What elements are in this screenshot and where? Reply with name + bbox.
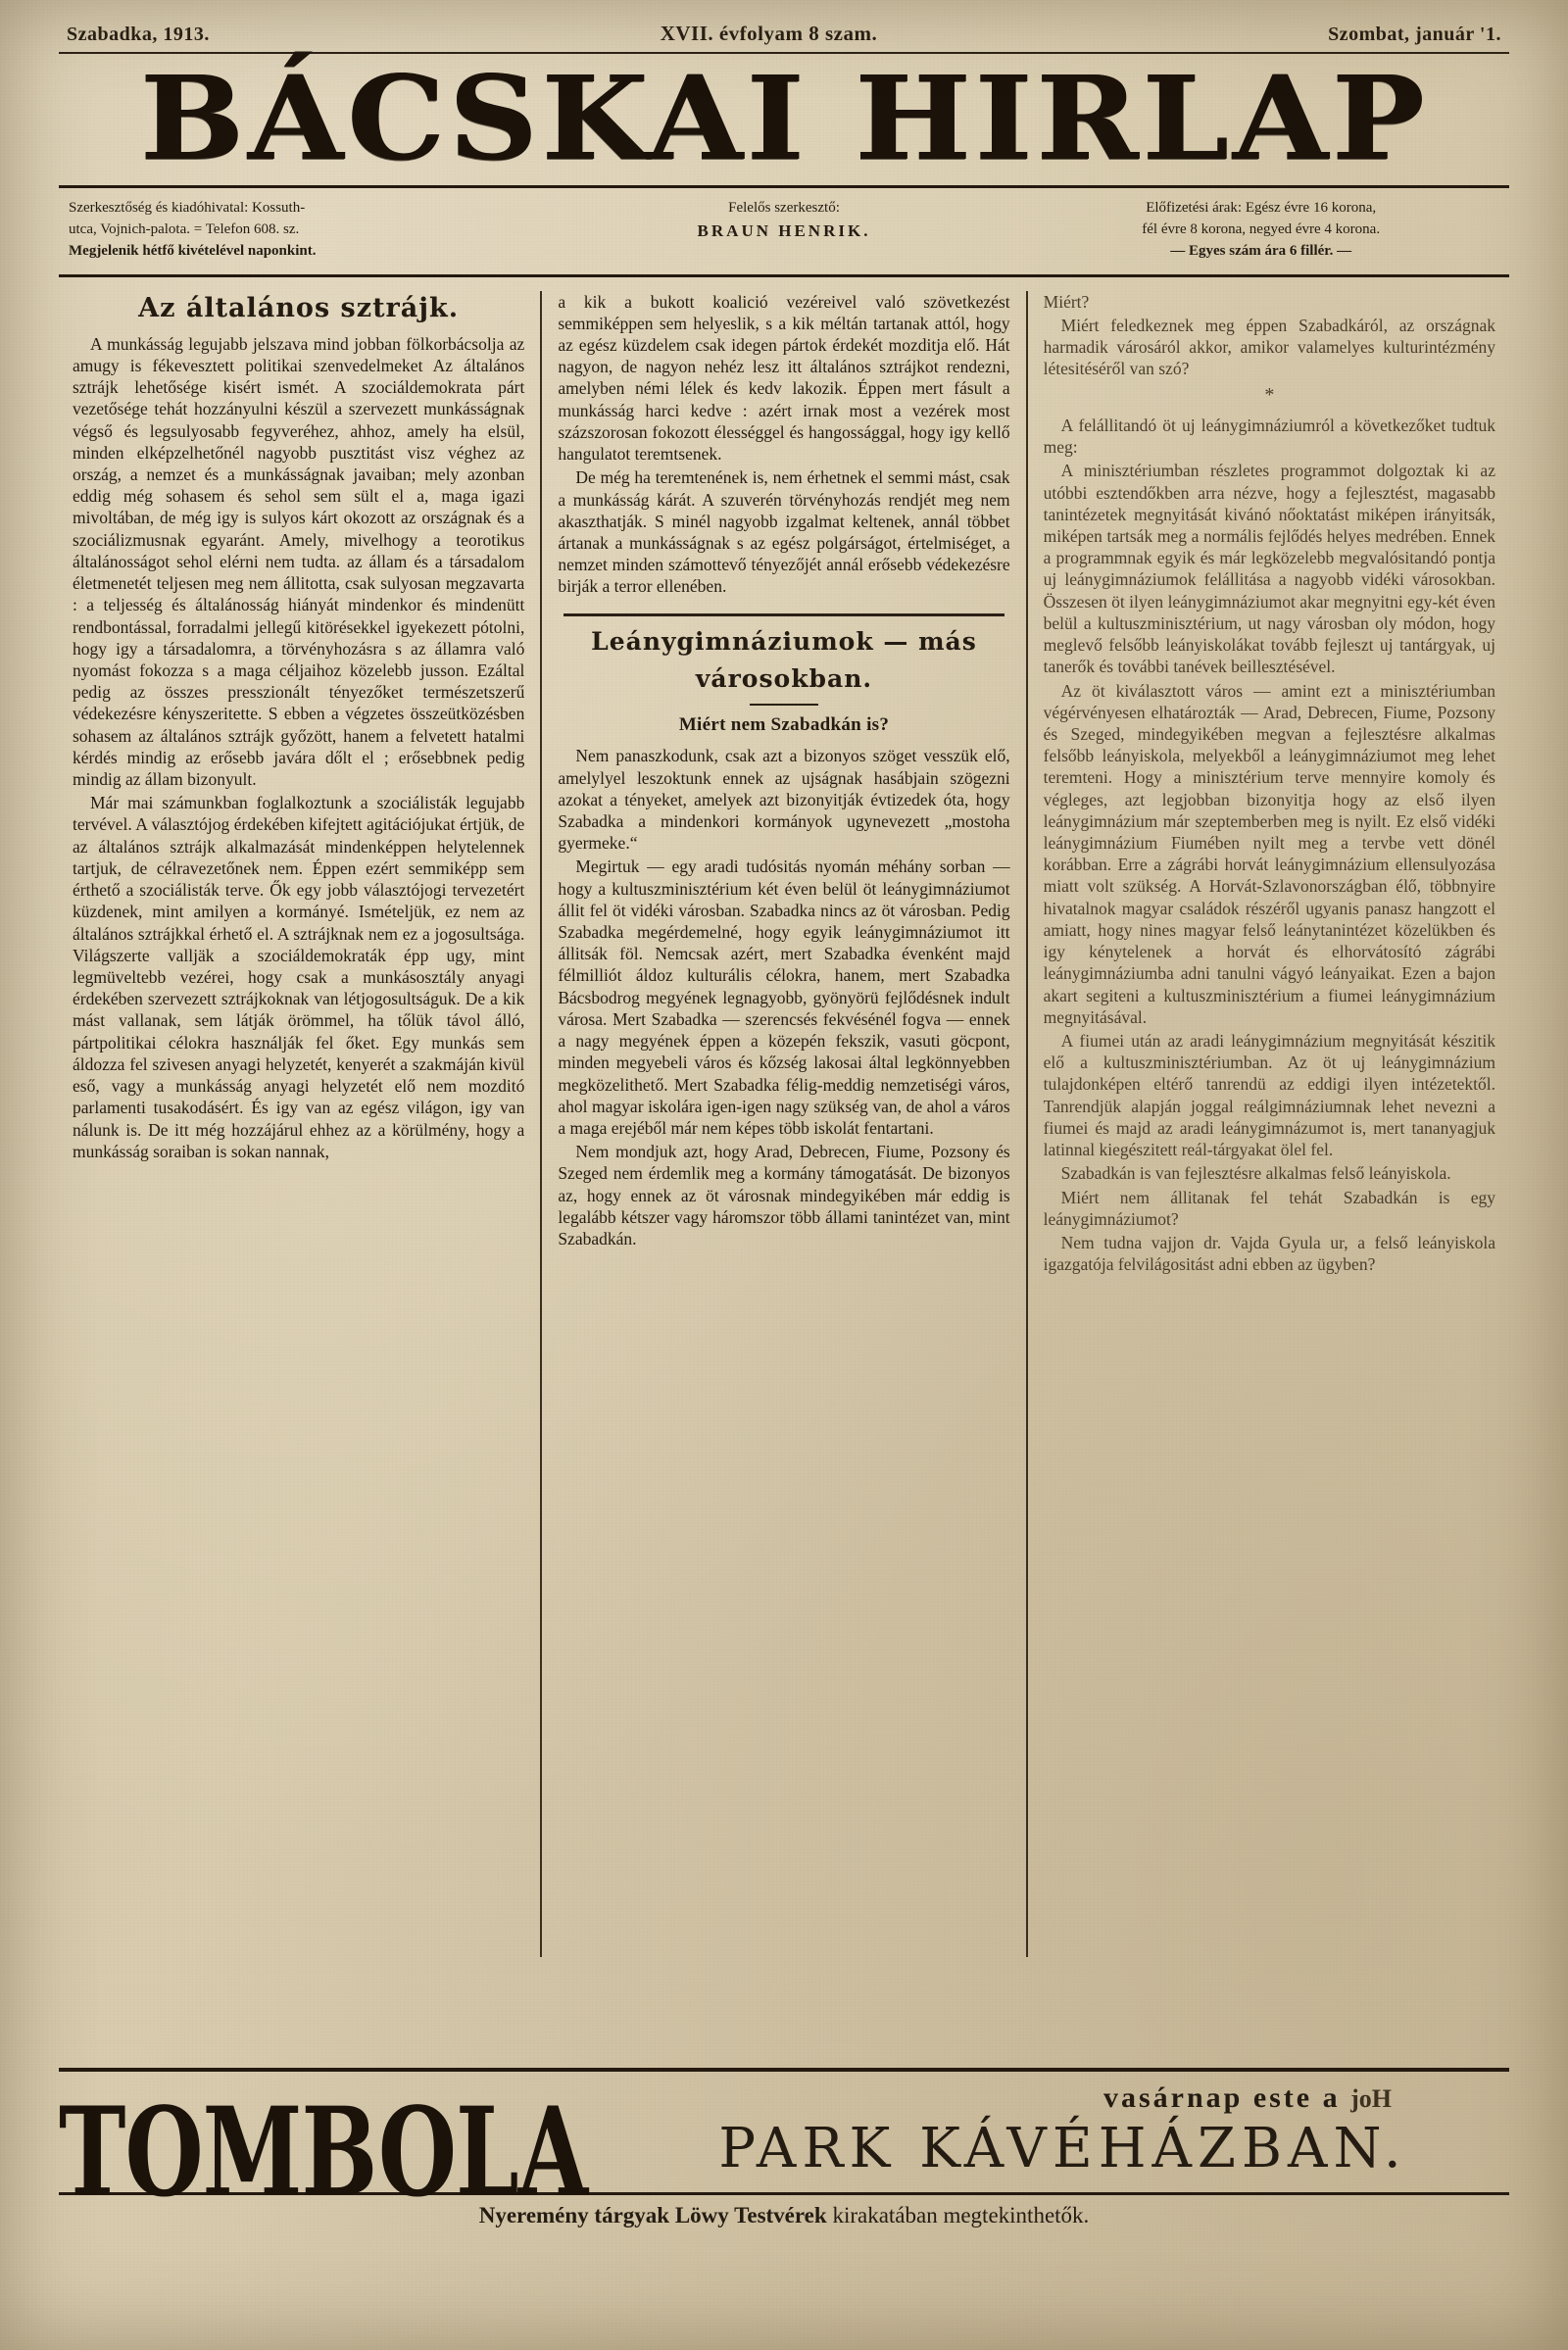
column-separator xyxy=(540,291,542,1957)
page-content xyxy=(59,22,1509,1957)
editor-name: BRAUN HENRIK. xyxy=(697,221,871,241)
paragraph: Nem panaszkodunk, csak azt a bizonyos szöget vesszük elő, amelylyel leszoktunk ennek az ujságnak hasábjain szögezni azokat a tényeket, amelyek azt bizonyitják évtizedek óta, hogy Szabadka a mindenkori kormányok ugynevezett „mostoha gyermeke.“ xyxy=(558,746,1010,854)
paragraph: Nem mondjuk azt, hogy Arad, Debrecen, Fiume, Pozsony és Szeged nem érdemlik meg a kormány támogatását. De bizonyos az, hogy ennek az öt városnak mindegyikében már eddig is legalább kétszer vagy háromszor több állami tanintézet van, mint Szabadkán. xyxy=(558,1142,1010,1249)
article-headline-girls-school-line2: városokban. xyxy=(695,664,873,694)
ad-handwritten-note: joH xyxy=(1350,2084,1392,2113)
subscription-line-2: fél évre 8 korona, negyed évre 4 korona. xyxy=(1142,221,1381,238)
paragraph: Az öt kiválasztott város — amint ezt a minisztériumban végérvényesen elhatározták — Arad, Debrecen, Fiume, Pozsony és Szeged, mindegyikében megvan a fejlesztésre alkalmas felsőbb leányiskola, melyekből a leánygimnáziumot meg lehet teremteni. Hogy a minisztérium terve mennyire komoly és végleges, azt legjobban bizonyitja hogy az első ilyen leánygimnázium már szeptemberben meg is nyilt. Ez első vidéki leánygimnázium Fiumében nyilt meg a tervbe vett dönél korábban. Erre a zágrábi horvát leánygimnázium ellensulyozása miatt volt szükség. A Horvát-Szlavonországban élő, többnyire hivatalnok magyar családok részéről ugyanis panasz hangzott el amiatt, hogy nines magyar felső leánytanintézet közelükben és igy kénytelenek a horvát és elhorvátosító zágrábi leánygimnáziumba adni tanulni vágyó leányaikat. Ezen a bajon akart segiteni a kultuszminisztérium a fiumei leánygimnázium megnyitásával. xyxy=(1043,680,1495,1027)
imprint-editor xyxy=(546,198,1023,262)
imprint-line-3: Megjelenik hétfő kivételével naponkint. xyxy=(69,242,317,259)
newspaper-title: BÁCSKAI HIRLAP xyxy=(139,50,1429,186)
paragraph: A munkásság legujabb jelszava mind jobban fölkorbácsolja az amugy is fékevesztett politikai szenvedelmeket Az általános sztrájk lehetősége kisért ismét. A szociáldemokrata párt vezetősége tehát hozzányulni készül a szervezett munkásságnak végső és legsulyosabb fegyveréhez, ahhoz, amely ha elsül, minden elképzelhetőnél nagyobb pusztitást visz véghez az ország, a nemzet és a munkásságnak javaiban; mely azonban eddig még sohasem és sehol sem sült el a, maga igazi mivoltában, de még igy is sulyos kárt okozott az országnak és a szociálizmusnak egyaránt. Amely, mivelhogy a teorotikus általánosságot sehol elérni nem tudta. az állam és a társadalom életmenetét teljesen meg nem állitotta, csak sulyosan megzavarta : a teljesség és általánosság hiányát mindenkor és mindenütt rendbontással, forradalmi jellegű kitörésekkel igyekezett pótolni, hogy igy a társadalomra, a törvényhozásra s az államra való nyomást fokozza s a maga céljaihoz közelebb jusson. Ezáltal pedig az összes presszionált tényezőket természetszerű védekezésre kényszeritette. S ebben a végzetes összeütközésben sohasem az általános sztrájk győzött, hanem a felvetett hatalmi kérdés mindig az erősebb javára dőlt el ; erősebbnek pedig mindig az állam bizonyult. xyxy=(73,333,525,790)
paragraph: Nem tudna vajjon dr. Vajda Gyula ur, a felső leányiskola igazgatója felvilágositást adni ebben az ügyben? xyxy=(1043,1232,1495,1275)
section-star: * xyxy=(1264,384,1275,407)
paragraph: A felállitandó öt uj leánygimnáziumról a következőket tudtuk meg: xyxy=(1043,415,1495,458)
column-3 xyxy=(1030,291,1509,1957)
imprint-line-2: utca, Vojnich-palota. = Telefon 608. sz. xyxy=(69,221,300,238)
paragraph: Szabadkán is van fejlesztésre alkalmas felső leányiskola. xyxy=(1060,1163,1451,1184)
advertisement xyxy=(59,2068,1509,2228)
article-columns xyxy=(59,291,1509,1957)
paragraph: Miért feledkeznek meg éppen Szabadkáról, az országnak harmadik városáról akkor, amikor valamelyes kulturintézmény létesitéséről van szó? xyxy=(1043,315,1495,379)
column-1 xyxy=(59,291,538,1957)
article-subhead: Miért nem Szabadkán is? xyxy=(678,714,890,736)
masthead-topline xyxy=(59,22,1509,52)
editor-label: Felelős szerkesztő: xyxy=(728,200,840,217)
issue-place-date: Szabadka, 1913. xyxy=(67,24,210,45)
ad-venue: PARK KÁVÉHÁZBAN. xyxy=(718,2117,1407,2180)
ad-tombola-title: TOMBOLA xyxy=(59,2081,588,2224)
column-2 xyxy=(544,291,1023,1957)
subscription-line-1: Előfizetési árak: Egész évre 16 korona, xyxy=(1146,200,1377,217)
paragraph: De még ha teremtenének is, nem érhetnek el semmi mást, csak a munkásság kárát. A szuverén törvényhozás rendjét meg nem akaszthatják. S minél nagyobb izgalmat keltenek, annál többet ártanak a munkásságnak s az egész polgárságot, értelmiséget, a nemzet minden számottevő tényezőjét annál erősebb védekezésre birják a terror ellenében. xyxy=(558,467,1010,597)
ad-prizes-shop: Nyeremény tárgyak Löwy Testvérek xyxy=(478,2203,827,2228)
imprint-subscription xyxy=(1022,198,1499,262)
issue-volume-number: XVII. évfolyam 8 szam. xyxy=(660,22,878,45)
imprint-bar xyxy=(59,185,1509,276)
paragraph: Miért nem állitanak fel tehát Szabadkán is egy leánygimnáziumot? xyxy=(1043,1187,1495,1229)
single-copy-price: — Egyes szám ára 6 fillér. — xyxy=(1170,242,1352,259)
article-headline-strike: Az általános sztrájk. xyxy=(138,292,460,323)
paragraph: Miért? xyxy=(1043,291,1090,312)
imprint-line-1: Szerkesztőség és kiadóhivatal: Kossuth- xyxy=(69,200,306,217)
paragraph: a kik a bukott koalició vezéreivel való szövetkezést semmiképpen sem helyeslik, s a kik méltán tartanak attól, hogy az egész küzdelem csak idegen pártok érdekét mozditja elő. Hát nagyon, de nagyon nehéz lesz itt általános sztrájkot rendezni, amelyben némi lélek és kedv lakozik. Éppen mert fásult a munkásság harci kedve : azért irnak most a vezérek most százszorosan fokozott élességgel és hangossággal, hogy igy kellő hangulatot teremtsenek. xyxy=(558,291,1010,465)
article-divider xyxy=(564,613,1004,616)
paragraph: Már mai számunkban foglalkoztunk a szociálisták legujabb tervével. A választójog érdekében kifejtett agitációjukat értjük, de az általános sztrájk alkalmazását mindenképpen helytelennek tartjuk, de célravezetőnek nem. Éppen ezért semmiképp sem érthető a szociálisták terve. Ők egy jobb választójogi tervezetért küzdenek, mint amilyen a kormányé. Ismételjük, ez nem az általános sztrájkkal érhető el. A sztrájknak nem ez a jogosultsága. Világszerte valljäk a szociáldemokraták épp ugy, mint legmüveltebb vezérei, hogy csak a munkásosztály anyagi érdekében szervezett sztrájkoknak van létjogosultságuk. De a kik mást vallanak, sem látják örömmel, ha tőlük távol álló, pártpolitikai célokra használják fel őket. Egy munkás sem áldozza fel szivesen anyagi helyzetét, kenyerét a szakmáján kivül eső, vagy a munkásság anyagi helyzetét elő nem mozditó parlamenti tusakodásért. És igy van az egész világon, igy van nálunk is. De itt még hozzájárul ehhez az a körülmény, hogy a munkásság soraiban is sokan nannak, xyxy=(73,793,525,1161)
paragraph: Megirtuk — egy aradi tudósitás nyomán méhány sorban — hogy a kultuszminisztérium két éven belül öt leánygimnáziumot állit fel öt vidéki városban. Szabadka nincs az öt városban. Pedig Szabadka megérdemelné, hogy egyik leánygimnáziumot itt állitsák föl. Nemcsak azért, mert Szabadka évenként majd félmilliót áldoz kulturális célokra, hanem, mert Szabadka Bácsbodrog megyének legnagyobb, gyönyörü fejlődésnek indult városa. Mert Szabadka — szerencsés fekvésénél fogva — ennek a nagy megyének éppen a közepén fekszik, vasuti göcpont, minden megyebeli város és kőzség lakosai által legkönnyebben megközelithető. Mert Szabadka félig-meddig nemzetiségi város, ahol magyar iskolára igen-igen nagy szükség van, de ahol a város a maga erejéből már nem képes több iskolát fentartani. xyxy=(558,857,1010,1139)
ad-prizes-note: kirakatában megtekinthetők. xyxy=(832,2203,1090,2228)
paragraph: A fiumei után az aradi leánygimnázium megnyitását készitik elő a kultuszminisztériumban. Az öt uj leánygimnázium tulajdonképen eltérő tanrendü az eddigi ilyen intézetektől. Tanrendjük alapján joggal reálgimnáziumnak lehet nevezni a fiumei és majd az aradi leánygimnázumot is, mert tananyagjuk latinnal kiegészitett reál-tárgyakat ölel fel. xyxy=(1043,1031,1495,1160)
column-separator xyxy=(1026,291,1028,1957)
masthead xyxy=(59,50,1509,186)
article-headline-girls-school-line1: Leánygimnáziumok — más xyxy=(591,626,977,656)
imprint-editorial-office xyxy=(69,198,546,262)
ad-when xyxy=(616,2081,1509,2115)
issue-weekday-date: Szombat, január '1. xyxy=(1328,24,1501,45)
headline-underline xyxy=(750,704,818,706)
ad-when-text: vasárnap este a xyxy=(1102,2081,1341,2114)
paragraph: A minisztériumban részletes programmot dolgoztak ki az utóbbi esztendőkben arra nézve, hogy a fejlesztést, magasabb tanintézetek megnyitását kivánó nőoktatást miképen irányitsák, miképen tartsák meg a normális fejlődés helyes medrében. Ennek a programmnak egyik és már legközelebb megvalósitandó pontja uj leánygimnáziumok felállitása a nagyobb vidéki városokban. Összesen öt ilyen leánygimnáziumot akar megnyitni egy-két éven belül a kultuszminisztérium, ut nagy városban oly módon, hogy meglevő felsőbb leányiskolákat tovább fejleszt uj tantárgyak, uj tanerők és további tanévek beillesztésével. xyxy=(1043,461,1495,677)
